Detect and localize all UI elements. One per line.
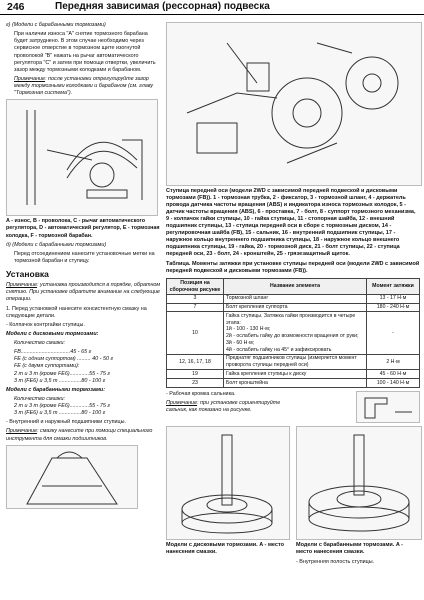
- note-adjust: Примечание: после установки отрегулируйте зазор между тормозными колодками и барабаном (см. главу "Тормозная система").: [14, 75, 154, 97]
- table-cell-position: 12, 16, 17, 18: [167, 354, 224, 370]
- grease-fe-dual: FE (с двумя суппортами):: [14, 363, 80, 370]
- table-cell-position: 19: [167, 370, 224, 379]
- table-cell-torque: 2 Н·м: [367, 354, 420, 370]
- front-hub-exploded-drawing: [167, 23, 421, 185]
- figure-drum-adjuster: [6, 99, 158, 216]
- grease-fe6: 3 т (FE6) и 3,5 т ...............80 - 100 г: [14, 377, 106, 384]
- table-cell-element: Гайка крепления ступицы к диску: [224, 370, 367, 379]
- page-title: Передняя зависимая (рессорная) подвеска: [55, 1, 270, 12]
- disc-grease-drawing: [167, 427, 289, 539]
- figure-drum-caption: A - износ, B - проволока, C - рычаг автоматического регулятора, D - автоматический регулятор, E - тормозная колодка, F - тормозной барабан.: [6, 218, 160, 239]
- table-row: [167, 303, 420, 312]
- page-header: [0, 0, 424, 15]
- install-step-1: 1. Перед установкой нанесите консистентную смазку на следующие детали.: [6, 305, 147, 319]
- drum-adjuster-drawing: [7, 100, 157, 215]
- hub-cavity-bullet: - Внутренняя полость ступицы.: [296, 558, 375, 565]
- figure-seal-orientation: [356, 391, 420, 423]
- table-cell-position: 10: [167, 312, 224, 355]
- table-cell-position: 3: [167, 294, 224, 303]
- table-row: [167, 370, 420, 379]
- drum-grease-drawing: [297, 427, 421, 539]
- disc-grease-figure-group: [166, 426, 288, 568]
- table-cell-torque: 180 - 240 Н·м: [367, 303, 420, 312]
- figure-drum-grease: [296, 426, 422, 540]
- table-cell-element: Гайка ступицы. Затяжка гайки производится в четыре этапа: 1й - 100 - 130 Н·м; 2й - ослабить гайку до возможности вращения от руки; 3й - 60 Н·м; 4й - ослабить гайку на 45° и зафиксировать: [224, 312, 367, 355]
- figure-drum-grease-caption: Модели с барабанными тормозами. A - место нанесения смазки.: [296, 541, 403, 555]
- grease-fe-single: FE (с одним суппортом) ......... 40 - 50 г: [14, 356, 114, 363]
- table-row: [167, 312, 420, 355]
- step-g-label: г) (Модели с барабанными тормозами): [6, 22, 106, 28]
- table-row: [167, 294, 420, 303]
- table-cell-torque: 13 - 17 Н·м: [367, 294, 420, 303]
- grease-figures-row: [166, 426, 420, 568]
- bearing-grease-drawing: [7, 446, 137, 508]
- table-cell-torque: 45 - 60 Н·м: [367, 370, 420, 379]
- table-row: [167, 379, 420, 388]
- table-row: [167, 354, 420, 370]
- grease-drum-fe6: 3 т (FE6) и 3,5 т ...............80 - 100 г: [14, 410, 106, 417]
- column-header-element: Название элемента: [224, 279, 367, 295]
- figure-bearing-grease: [6, 445, 138, 509]
- table-cell-element: Тормозной шланг: [224, 294, 367, 303]
- seal-lip-bullet: - Рабочая кромка сальника.: [166, 390, 236, 397]
- note-bearing-grease: Примечание: смазку нанесите при помощи специального инструмента для смазки подшипников.: [6, 428, 153, 442]
- torque-table: [166, 278, 420, 388]
- table-cell-element: Болт кронштейна: [224, 379, 367, 388]
- step-d-label: д) (Модели с барабанными тормозами): [6, 241, 107, 248]
- figure-front-hub-exploded: [166, 22, 422, 186]
- drum-models-title: Модели с барабанными тормозами:: [6, 386, 106, 393]
- grease-drum-2-3t: 2 т и 3 т (кроме FE6).............55 - 75 г: [14, 403, 111, 410]
- left-column: [6, 22, 161, 509]
- grease-fb: FB.................................45 - 65 г: [14, 349, 92, 356]
- page-number: 246: [7, 1, 25, 13]
- install-step-1a: - Колпачок контргайки ступицы.: [6, 321, 85, 328]
- column-header-torque: Момент затяжки: [367, 279, 420, 295]
- column-header-position: Позиция на сборочном рисунке: [167, 279, 224, 295]
- disc-models-title: Модели с дисковыми тормозами:: [6, 330, 99, 337]
- torque-table-caption: Таблица. Моменты затяжки при установке ступицы передней оси (модели 2WD с зависимой передней подвеской и дисковыми тормозами (FB)).: [166, 261, 420, 275]
- table-cell-torque: 100 - 140 Н·м: [367, 379, 420, 388]
- note-install: Примечание: установка производится в порядке, обратном снятию. При установке обратите внимание на следующие операции.: [6, 282, 161, 303]
- drum-grease-figure-group: [296, 426, 420, 568]
- step-d-text: Перед отсоединением нанесите установочные метки на тормозной барабан и ступицу.: [14, 250, 155, 264]
- step-g-text: При наличии износа "A" снятие тормозного барабана будет затруднено. В этом случае необходимо через сервисное отверстие в тормозном щите изогнутой проволокой "B" нажать на рычаг автоматического регулятора "C" и затем при помощи отвертки, увеличить зазор между тормозными колодками и барабаном.: [14, 31, 156, 73]
- table-cell-element: Болт крепления суппорта: [224, 303, 367, 312]
- seal-notes: [166, 391, 284, 423]
- section-install-heading: Установка: [6, 269, 49, 279]
- figure-disc-grease-caption: Модели с дисковыми тормозами. A - место нанесения смазки.: [166, 541, 284, 555]
- seal-orientation-drawing: [357, 392, 419, 422]
- right-column: [166, 22, 420, 568]
- figure-disc-grease: [166, 426, 290, 540]
- grease-qty-label-drum: Количество смазки:: [14, 395, 66, 402]
- note-seal-orientation: Примечание: при установке сориентируйте сальник, как показано на рисунке.: [166, 399, 281, 413]
- grease-qty-label-disc: Количество смазки:: [14, 340, 66, 347]
- table-cell-element: Преднатяг подшипников ступицы (измеряется момент проворота ступицы передней оси): [224, 354, 367, 370]
- table-cell-position: 7: [167, 303, 224, 312]
- install-step-2: - Внутренний и наружный подшипники ступицы.: [6, 419, 127, 426]
- table-header-row: [167, 279, 420, 295]
- grease-fe-2-3t: 2 т и 3 т (кроме FE6).............55 - 75 г: [14, 370, 111, 377]
- seal-section: [166, 391, 420, 423]
- table-cell-position: 23: [167, 379, 224, 388]
- figure-front-hub-caption: Ступица передней оси (модели 2WD с зависимой передней подвеской и дисковыми тормозами (FB)). 1 - тормозная трубка, 2 - фиксатор, 3 - тормозной шланг, 4 - держатель провода датчика частоты вращения (ABS) и индикатора износа тормозных колодок, 5 - датчик частоты вращения (ABS), 6 - проставка, 7 - болт, 8 - суппорт тормозного механизма, 9 - колпачок гайки ступицы, 10 - гайка ступицы, 11 - стопорная шайба, 12 - внешний подшипник ступицы, 13 - ступица передней оси в сборе с тормозным диском, 14 - регулировочная шайба (FB), 15 - сальник, 16 - внутренний подшипник ступицы, 17 - наружное кольцо внутреннего подшипника ступицы, 18 - наружное кольцо внешнего подшипника ступицы, 19 - гайка, 20 - тормозной диск, 21 - болт ступицы, 22 - ступица передней оси, 23 - болт, 24 - кронштейн, 25 - грязезащитный щиток.: [166, 188, 416, 258]
- table-cell-torque: -: [367, 312, 420, 355]
